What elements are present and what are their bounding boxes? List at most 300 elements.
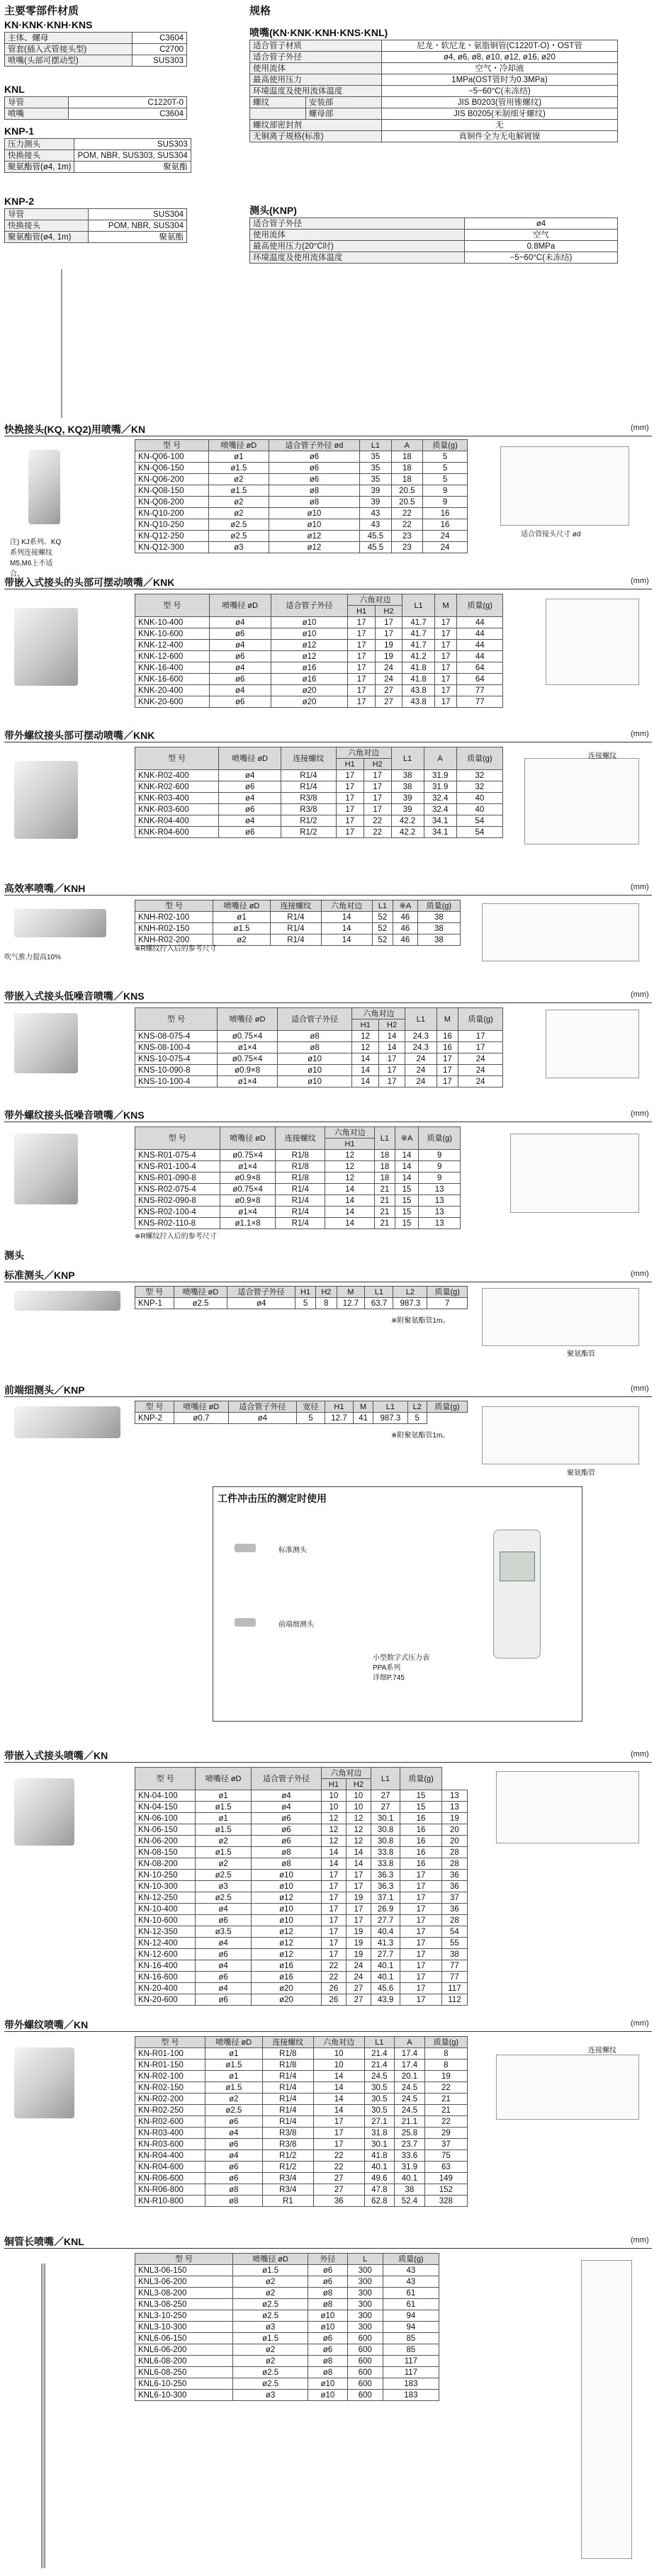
table-cell: KN-06-100 (135, 1813, 196, 1824)
kn-quick-note: 注) KJ系列、KQ系列连接螺纹M5,M6上不适合。 (10, 538, 62, 578)
table-cell: −5~60°C(未冻结) (464, 252, 617, 264)
table-cell: 987.3 (373, 1413, 408, 1424)
table-cell: 24 (346, 1972, 371, 1983)
table-cell: 环境温度及使用流体温度 (250, 86, 382, 97)
column-header: L1 (405, 1008, 436, 1031)
table-cell: 13 (419, 1195, 461, 1207)
table-cell: 30.8 (371, 1824, 400, 1836)
table-cell: ø0.9×8 (220, 1173, 276, 1184)
table-cell: KNL3-06-150 (135, 2265, 233, 2276)
table-cell: 16 (400, 1858, 442, 1870)
column-header: H1 (352, 1019, 378, 1031)
table-cell: ø1.5 (213, 923, 271, 934)
header-row (135, 440, 468, 451)
table-cell: KNL6-10-250 (135, 2378, 233, 2390)
table-cell: ø2 (232, 2288, 308, 2299)
gauge-display (500, 1552, 535, 1581)
table-cell: 40.1 (364, 2162, 395, 2173)
table-cell: KNS-R02-090-8 (135, 1195, 220, 1207)
column-header: L1 (371, 1768, 400, 1790)
table-cell: 21 (424, 2094, 467, 2105)
table-cell: ø1 (196, 1813, 252, 1824)
table-cell: 17 (348, 696, 375, 708)
pressure-gauge-image (493, 1530, 541, 1659)
table-cell: 47.8 (364, 2184, 395, 2196)
table-row (135, 1195, 461, 1207)
table-cell: KN-16-600 (135, 1972, 196, 1983)
table-cell: ø12 (252, 1926, 322, 1938)
table-cell: 46 (393, 934, 418, 946)
table-cell: ø1.5 (205, 2082, 262, 2094)
table-cell: ø1.5 (196, 1802, 252, 1813)
column-header: H2 (375, 606, 402, 617)
header-row (135, 594, 503, 606)
table-cell: 21 (375, 1195, 395, 1207)
column-header: 质量(g) (456, 747, 502, 770)
table-cell: R1/8 (276, 1173, 325, 1184)
table-cell: ø2.5 (205, 2105, 262, 2116)
table-cell: ø4 (464, 218, 617, 230)
table-cell: 75 (424, 2150, 467, 2162)
column-header: 喷嘴径 øD (219, 747, 281, 770)
table-cell: 安装部 (305, 97, 381, 108)
table-cell: 39 (360, 485, 391, 497)
table-cell: 300 (347, 2265, 383, 2276)
table-cell: 18 (391, 451, 422, 463)
table-cell: ø6 (252, 1813, 322, 1824)
table-row (135, 662, 503, 674)
table-cell: 300 (347, 2299, 383, 2310)
table-cell: 22 (391, 519, 422, 531)
kns-thread-note: ※R螺纹拧入后的参考尺寸 (135, 1233, 217, 1241)
table-cell: ø12 (271, 651, 348, 662)
table-cell: 喷嘴(头部可摆动型) (5, 55, 133, 67)
column-header: L1 (372, 900, 393, 912)
table-cell: 22 (364, 815, 391, 827)
knp1-materials-title: KNP-1 (4, 125, 35, 137)
column-header: 喷嘴径 øD (174, 1401, 229, 1413)
table-cell: ø6 (269, 474, 360, 485)
table-cell: 8 (316, 1298, 337, 1309)
table-cell: ø8 (252, 1847, 322, 1858)
table-row (135, 1065, 503, 1076)
table-cell: 9 (419, 1150, 461, 1161)
table-cell: 27 (375, 685, 402, 696)
table-row (135, 1150, 461, 1161)
table-cell: 54 (441, 1926, 467, 1938)
column-header: 质量(g) (457, 594, 503, 617)
table-row (135, 2105, 468, 2116)
table-cell: 27 (313, 2184, 364, 2196)
table-cell: 43 (383, 2265, 439, 2276)
table-cell: KN-12-250 (135, 1892, 196, 1904)
table-cell: KNL3-10-300 (135, 2322, 233, 2333)
knp1-materials-table (4, 138, 191, 173)
unit-mm: (mm) (631, 2019, 649, 2028)
table-cell: ø1×4 (220, 1207, 276, 1218)
table-cell: 17 (378, 1065, 405, 1076)
table-cell: 17 (436, 1053, 458, 1065)
figure-caption: 小型数字式压力表 (373, 1654, 429, 1662)
table-cell: 14 (352, 1053, 378, 1065)
table-cell: ø10 (252, 1870, 322, 1881)
table-cell: ø10 (277, 1065, 352, 1076)
table-cell: 17 (400, 1926, 442, 1938)
table-row (5, 220, 187, 232)
table-cell: 24 (405, 1076, 436, 1088)
table-cell: 17 (348, 651, 375, 662)
table-cell: 24 (405, 1053, 436, 1065)
kn-insert-title: 带嵌入式接头喷嘴／KN (4, 1750, 108, 1761)
table-cell: R1/4 (262, 2116, 313, 2128)
table-cell: ø1.5 (196, 1847, 252, 1858)
kn-thread-photo (14, 2047, 74, 2118)
column-header: 质量(g) (427, 1287, 468, 1298)
table-cell: ø6 (308, 2265, 347, 2276)
table-cell: KNH-R02-100 (135, 912, 213, 923)
kns-thread-table (135, 1126, 461, 1229)
table-cell: 85 (383, 2344, 439, 2356)
table-cell: 17 (378, 1076, 405, 1088)
header-row (135, 1401, 468, 1413)
column-header: 适合管子外径 (277, 1008, 352, 1031)
table-cell: ø4 (209, 640, 271, 651)
table-row (135, 1949, 468, 1960)
table-cell: 33.8 (371, 1858, 400, 1870)
column-header: 喷嘴径 øD (196, 1768, 252, 1790)
table-cell: 17 (458, 1031, 503, 1042)
table-row (135, 1161, 461, 1173)
table-cell: R1/4 (281, 781, 336, 793)
table-cell: ø0.9×8 (220, 1195, 276, 1207)
table-cell: 85 (383, 2333, 439, 2344)
table-cell: 12 (325, 1173, 375, 1184)
table-cell: SUS303 (74, 139, 191, 150)
table-cell: 600 (347, 2390, 383, 2401)
table-cell: 46 (393, 923, 418, 934)
table-cell: KNK-R04-600 (135, 827, 219, 838)
table-cell: 12 (352, 1042, 378, 1053)
table-row (135, 508, 468, 519)
table-cell: 19 (424, 2071, 467, 2082)
header-row (135, 2254, 439, 2265)
table-cell: 14 (378, 1031, 405, 1042)
section-rule (4, 1002, 652, 1003)
table-cell: 43.8 (402, 685, 435, 696)
column-header: 质量(g) (427, 1401, 467, 1413)
table-cell: 28 (441, 1915, 467, 1926)
table-row (135, 685, 503, 696)
table-cell: KN-R03-400 (135, 2128, 205, 2139)
unit-mm: (mm) (631, 1109, 649, 1118)
table-cell: 37 (424, 2139, 467, 2150)
table-cell: ø6 (252, 1836, 322, 1847)
table-cell: ø1.5 (196, 1824, 252, 1836)
table-row (135, 1892, 468, 1904)
table-cell: 37.1 (371, 1892, 400, 1904)
table-cell: 20.1 (395, 2071, 425, 2082)
table-cell: 螺母部 (305, 108, 381, 120)
column-header: 喷嘴径 øD (205, 2037, 262, 2048)
knp1-note: ※附聚氨酯管1m。 (391, 1317, 450, 1325)
table-cell: KNS-R01-075-4 (135, 1150, 220, 1161)
table-cell: 14 (395, 1150, 419, 1161)
table-cell: R3/8 (262, 2128, 313, 2139)
table-cell: 17 (336, 815, 364, 827)
table-cell: ø6 (308, 2333, 347, 2344)
column-header: M (354, 1401, 373, 1413)
table-cell: 最高使用压力 (250, 74, 382, 86)
table-cell: 17 (378, 1053, 405, 1065)
column-header: 型 号 (135, 440, 209, 451)
table-cell: 18 (391, 463, 422, 474)
table-cell: ø1 (213, 912, 271, 923)
table-cell: 17 (321, 1870, 346, 1881)
table-row (250, 120, 618, 131)
kn-quick-drawing (500, 446, 629, 526)
table-cell: ø10 (252, 1915, 322, 1926)
table-cell: 600 (347, 2356, 383, 2367)
table-cell: R1/4 (262, 2094, 313, 2105)
table-cell: KN-R06-600 (135, 2173, 205, 2184)
table-cell: 14 (313, 2082, 364, 2094)
table-row (135, 1031, 503, 1042)
table-row (135, 451, 468, 463)
table-cell: 41.8 (402, 674, 435, 685)
column-header: 型 号 (135, 1401, 174, 1413)
table-row (135, 1218, 461, 1229)
table-cell: 14 (378, 1042, 405, 1053)
table-cell: R1/8 (276, 1150, 325, 1161)
table-cell: 17 (321, 1892, 346, 1904)
table-cell: KN-R04-400 (135, 2150, 205, 2162)
table-cell: ø6 (308, 2344, 347, 2356)
table-cell: 24 (423, 531, 468, 542)
table-cell: 77 (457, 685, 503, 696)
table-cell: ø10 (271, 617, 348, 628)
table-cell: KNP-1 (135, 1298, 174, 1309)
table-cell: 10 (346, 1790, 371, 1802)
table-cell: 39 (360, 497, 391, 508)
table-cell: 44 (457, 651, 503, 662)
kns-insert-drawing (546, 1010, 639, 1078)
header-row (135, 1127, 461, 1139)
table-cell: 34.1 (424, 815, 456, 827)
table-cell: KN-Q06-150 (135, 463, 209, 474)
table-cell: 9 (419, 1173, 461, 1184)
table-row (135, 2390, 439, 2401)
table-cell: 5 (423, 474, 468, 485)
table-cell: ø6 (269, 451, 360, 463)
table-cell: KN-R10-800 (135, 2196, 205, 2207)
column-group-header: 六角对边 (325, 1127, 375, 1139)
column-header: 质量(g) (419, 1127, 461, 1150)
table-cell: 28 (441, 1847, 467, 1858)
table-cell: KN-04-100 (135, 1790, 196, 1802)
table-cell: 17 (346, 1870, 371, 1881)
table-cell: 64 (457, 662, 503, 674)
table-row (135, 923, 461, 934)
table-cell: KNL6-08-200 (135, 2356, 233, 2367)
table-row (135, 628, 503, 640)
table-cell: 20.5 (391, 497, 422, 508)
table-row (135, 1870, 468, 1881)
table-cell: 31.9 (424, 770, 456, 781)
table-cell: 24 (375, 674, 402, 685)
table-cell: ø6 (219, 781, 281, 793)
kns-insert-table (135, 1007, 503, 1088)
table-cell: ø4 (252, 1790, 322, 1802)
table-cell: 35 (360, 474, 391, 485)
kns-insert-title: 带嵌入式接头低噪音喷嘴／KNS (4, 990, 145, 1002)
table-cell: 10 (313, 2060, 364, 2071)
table-cell: KNS-08-075-4 (135, 1031, 218, 1042)
column-header: L1 (391, 747, 424, 770)
table-cell: 112 (441, 1994, 467, 2006)
table-cell: ø1 (205, 2071, 262, 2082)
column-header: H1 (325, 1139, 375, 1150)
table-cell: KN-12-600 (135, 1949, 196, 1960)
header-row (135, 747, 503, 759)
table-cell: 无 (381, 120, 617, 131)
table-cell: R1/4 (281, 770, 336, 781)
table-cell: 27 (371, 1802, 400, 1813)
table-cell: ø1.5 (232, 2333, 308, 2344)
table-cell: 16 (400, 1813, 442, 1824)
table-row (135, 474, 468, 485)
column-group-header: 六角对边 (321, 1768, 371, 1779)
table-cell: 17 (336, 827, 364, 838)
table-cell: ø0.9×8 (218, 1065, 277, 1076)
table-cell: 17 (346, 1881, 371, 1892)
table-cell: 27.7 (371, 1949, 400, 1960)
table-cell: KN-10-250 (135, 1870, 196, 1881)
table-row (135, 1972, 468, 1983)
unit-mm: (mm) (631, 424, 649, 432)
table-cell: 21.1 (395, 2116, 425, 2128)
table-cell: 17 (364, 793, 391, 804)
column-header: 质量(g) (423, 440, 468, 451)
table-cell: 17 (313, 2139, 364, 2150)
knh-drawing (482, 903, 639, 961)
table-cell: KN-16-400 (135, 1960, 196, 1972)
table-cell: 17 (321, 1926, 346, 1938)
probe-spec-table (249, 218, 618, 264)
table-cell: 0.8MPa (464, 241, 617, 252)
unit-mm: (mm) (631, 1384, 649, 1393)
table-cell: 16 (400, 1824, 442, 1836)
table-cell: ø2 (232, 2276, 308, 2288)
table-cell: 18 (375, 1161, 395, 1173)
table-cell: 24 (423, 542, 468, 553)
table-row (135, 674, 503, 685)
table-cell: ø4 (252, 1802, 322, 1813)
table-cell: R1/4 (262, 2082, 313, 2094)
column-header: 适合管子外径 (252, 1768, 322, 1790)
table-cell: ø2.5 (209, 531, 269, 542)
column-header: 喷嘴径 øD (232, 2254, 308, 2265)
section-rule (4, 2248, 652, 2249)
column-header: 喷嘴径 øD (218, 1008, 277, 1031)
table-cell: SUS304 (89, 209, 187, 220)
table-cell: 31.9 (395, 2162, 425, 2173)
table-cell: 17 (346, 1904, 371, 1915)
table-cell: 77 (441, 1972, 467, 1983)
materials-title: 主要零部件材质 (4, 5, 79, 17)
knl-table (135, 2253, 439, 2401)
table-cell: ø1.1×8 (220, 1218, 276, 1229)
figure-detail: 详细P.745 (373, 1674, 405, 1682)
table-cell: KNL6-08-250 (135, 2367, 233, 2378)
table-cell: 46 (393, 912, 418, 923)
table-cell: POM, NBR, SUS303, SUS304 (74, 150, 191, 162)
table-cell: 35 (360, 463, 391, 474)
table-cell: 使用流体 (250, 230, 465, 241)
table-cell: 17 (321, 1938, 346, 1949)
table-row (135, 2048, 468, 2060)
knh-note1: ※R螺纹拧入后的参考尺寸 (135, 945, 217, 953)
knk-insert-photo (14, 608, 78, 686)
knk-thread-drawing-note: 连接螺纹 (588, 752, 616, 760)
table-cell: 22 (313, 2162, 364, 2173)
column-header: 连接螺纹 (281, 747, 336, 770)
table-cell: ø4 (219, 770, 281, 781)
table-cell: ø3 (196, 1881, 252, 1892)
table-cell: ø6 (196, 1949, 252, 1960)
table-cell: 19 (375, 651, 402, 662)
table-cell: 真铜件全为无电解镀镍 (381, 131, 617, 142)
column-header: 型 号 (135, 1287, 174, 1298)
section-rule (4, 1396, 652, 1397)
table-cell: KN-10-400 (135, 1904, 196, 1915)
knh-note2: 吹气推力提高10% (4, 954, 62, 961)
table-cell: ø2.5 (174, 1298, 227, 1309)
table-cell: 16 (423, 519, 468, 531)
column-header: H1 (348, 606, 375, 617)
table-cell: 23 (391, 531, 422, 542)
table-cell: 38 (441, 1949, 467, 1960)
table-row (135, 815, 503, 827)
table-cell: ø6 (219, 827, 281, 838)
table-cell: 19 (346, 1949, 371, 1960)
table-row (135, 640, 503, 651)
table-cell: R3/8 (262, 2139, 313, 2150)
knp1-drawing (482, 1288, 639, 1346)
table-cell: 17 (336, 793, 364, 804)
unit-mm: (mm) (631, 577, 649, 585)
knk-thread-drawing (524, 758, 639, 844)
table-cell: KN-R01-150 (135, 2060, 205, 2071)
table-cell: 27 (371, 1790, 400, 1802)
table-row (135, 804, 503, 815)
table-cell: 18 (391, 474, 422, 485)
table-cell: 17 (364, 770, 391, 781)
table-cell: KN-12-350 (135, 1926, 196, 1938)
table-cell: KNS-10-100-4 (135, 1076, 218, 1088)
table-cell: ø1 (196, 1790, 252, 1802)
table-cell: 14 (321, 1858, 346, 1870)
table-cell: 17 (434, 662, 457, 674)
table-cell: 24.3 (405, 1031, 436, 1042)
section-rule (4, 1762, 652, 1763)
table-cell: 12 (346, 1813, 371, 1824)
table-cell: ø2 (209, 474, 269, 485)
table-cell: 24 (405, 1065, 436, 1076)
table-cell: 987.3 (393, 1298, 427, 1309)
table-cell: R3/8 (281, 793, 336, 804)
table-cell: 183 (383, 2390, 439, 2401)
table-cell: 17 (321, 1949, 346, 1960)
